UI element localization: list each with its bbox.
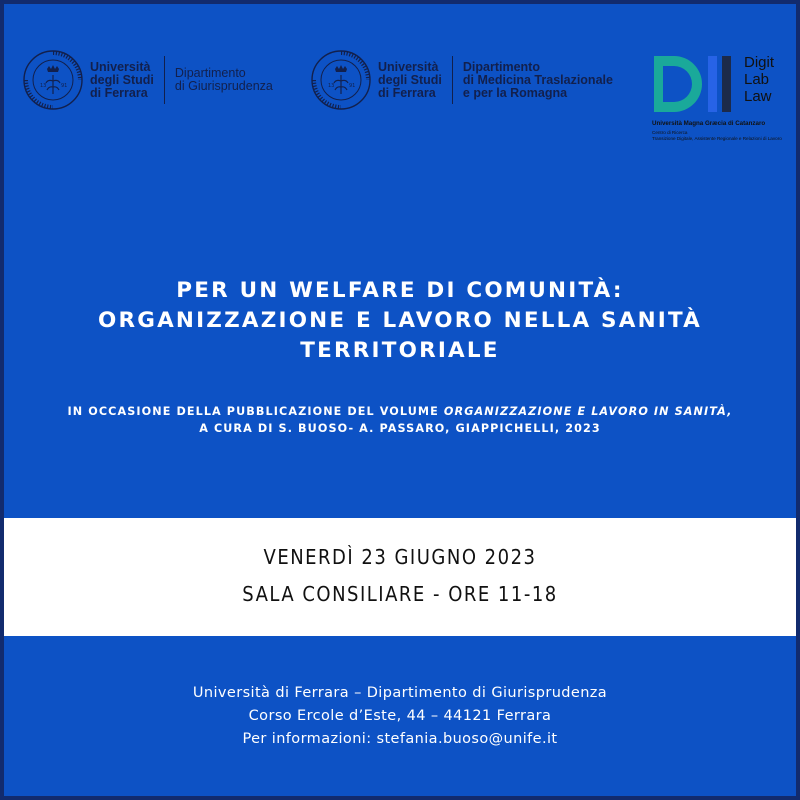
digit-lab-law-mark-icon: [650, 54, 740, 116]
footer-contact: Per informazioni: stefania.buoso@unife.it: [242, 731, 558, 747]
logo-header: [4, 4, 800, 164]
contact-footer: [4, 682, 796, 751]
subtitle-editors: A CURA DI S. BUOSO- A. PASSARO, GIAPPICHELLI, 2023: [199, 422, 601, 435]
digit-lab-law-logo: [650, 50, 800, 160]
unife-medicina-logo: [310, 49, 613, 111]
department-name: Dipartimento di Giurisprudenza: [174, 66, 273, 93]
unife-seal-icon: [22, 49, 84, 111]
logo-research-caption: Centro di Ricerca Transizione Digitale, Assistente Regionale e Relazioni di Lavoro: [652, 130, 782, 141]
svg-text:13: 13: [328, 83, 335, 89]
event-date: VENERDÌ 23 GIUGNO 2023: [263, 545, 537, 569]
svg-text:91: 91: [61, 83, 68, 89]
book-title: ORGANIZZAZIONE E LAVORO IN SANITÀ,: [443, 405, 733, 418]
event-place-time: SALA CONSILIARE - ORE 11-18: [242, 582, 558, 606]
logo-divider: [452, 56, 453, 104]
event-title: PER UN WELFARE DI COMUNITÀ: ORGANIZZAZIONE E LAVORO NELLA SANITÀ TERRITORIALE: [97, 278, 703, 363]
digit-lab-law-name: Digit Lab Law: [744, 54, 775, 105]
unife-giurisprudenza-logo: [22, 49, 273, 111]
footer-address: Corso Ercole d’Este, 44 – 44121 Ferrara: [248, 708, 552, 724]
logo-divider: [164, 56, 165, 104]
date-band: [4, 518, 796, 636]
svg-text:13: 13: [40, 83, 47, 89]
department-name: Dipartimento di Medicina Traslazionale e per la Romagna: [462, 59, 613, 100]
university-name: Università degli Studi di Ferrara: [90, 59, 154, 100]
logo-university-caption: Università Magna Græcia di Catanzaro: [652, 120, 766, 127]
subtitle-prefix: IN OCCASIONE DELLA PUBBLICAZIONE DEL VOLUME: [67, 405, 444, 418]
svg-text:91: 91: [349, 83, 356, 89]
footer-organizer: Università di Ferrara – Dipartimento di Giurisprudenza: [192, 685, 608, 701]
unife-seal-icon: [310, 49, 372, 111]
university-name: Università degli Studi di Ferrara: [378, 59, 442, 100]
event-subtitle: [4, 403, 796, 437]
